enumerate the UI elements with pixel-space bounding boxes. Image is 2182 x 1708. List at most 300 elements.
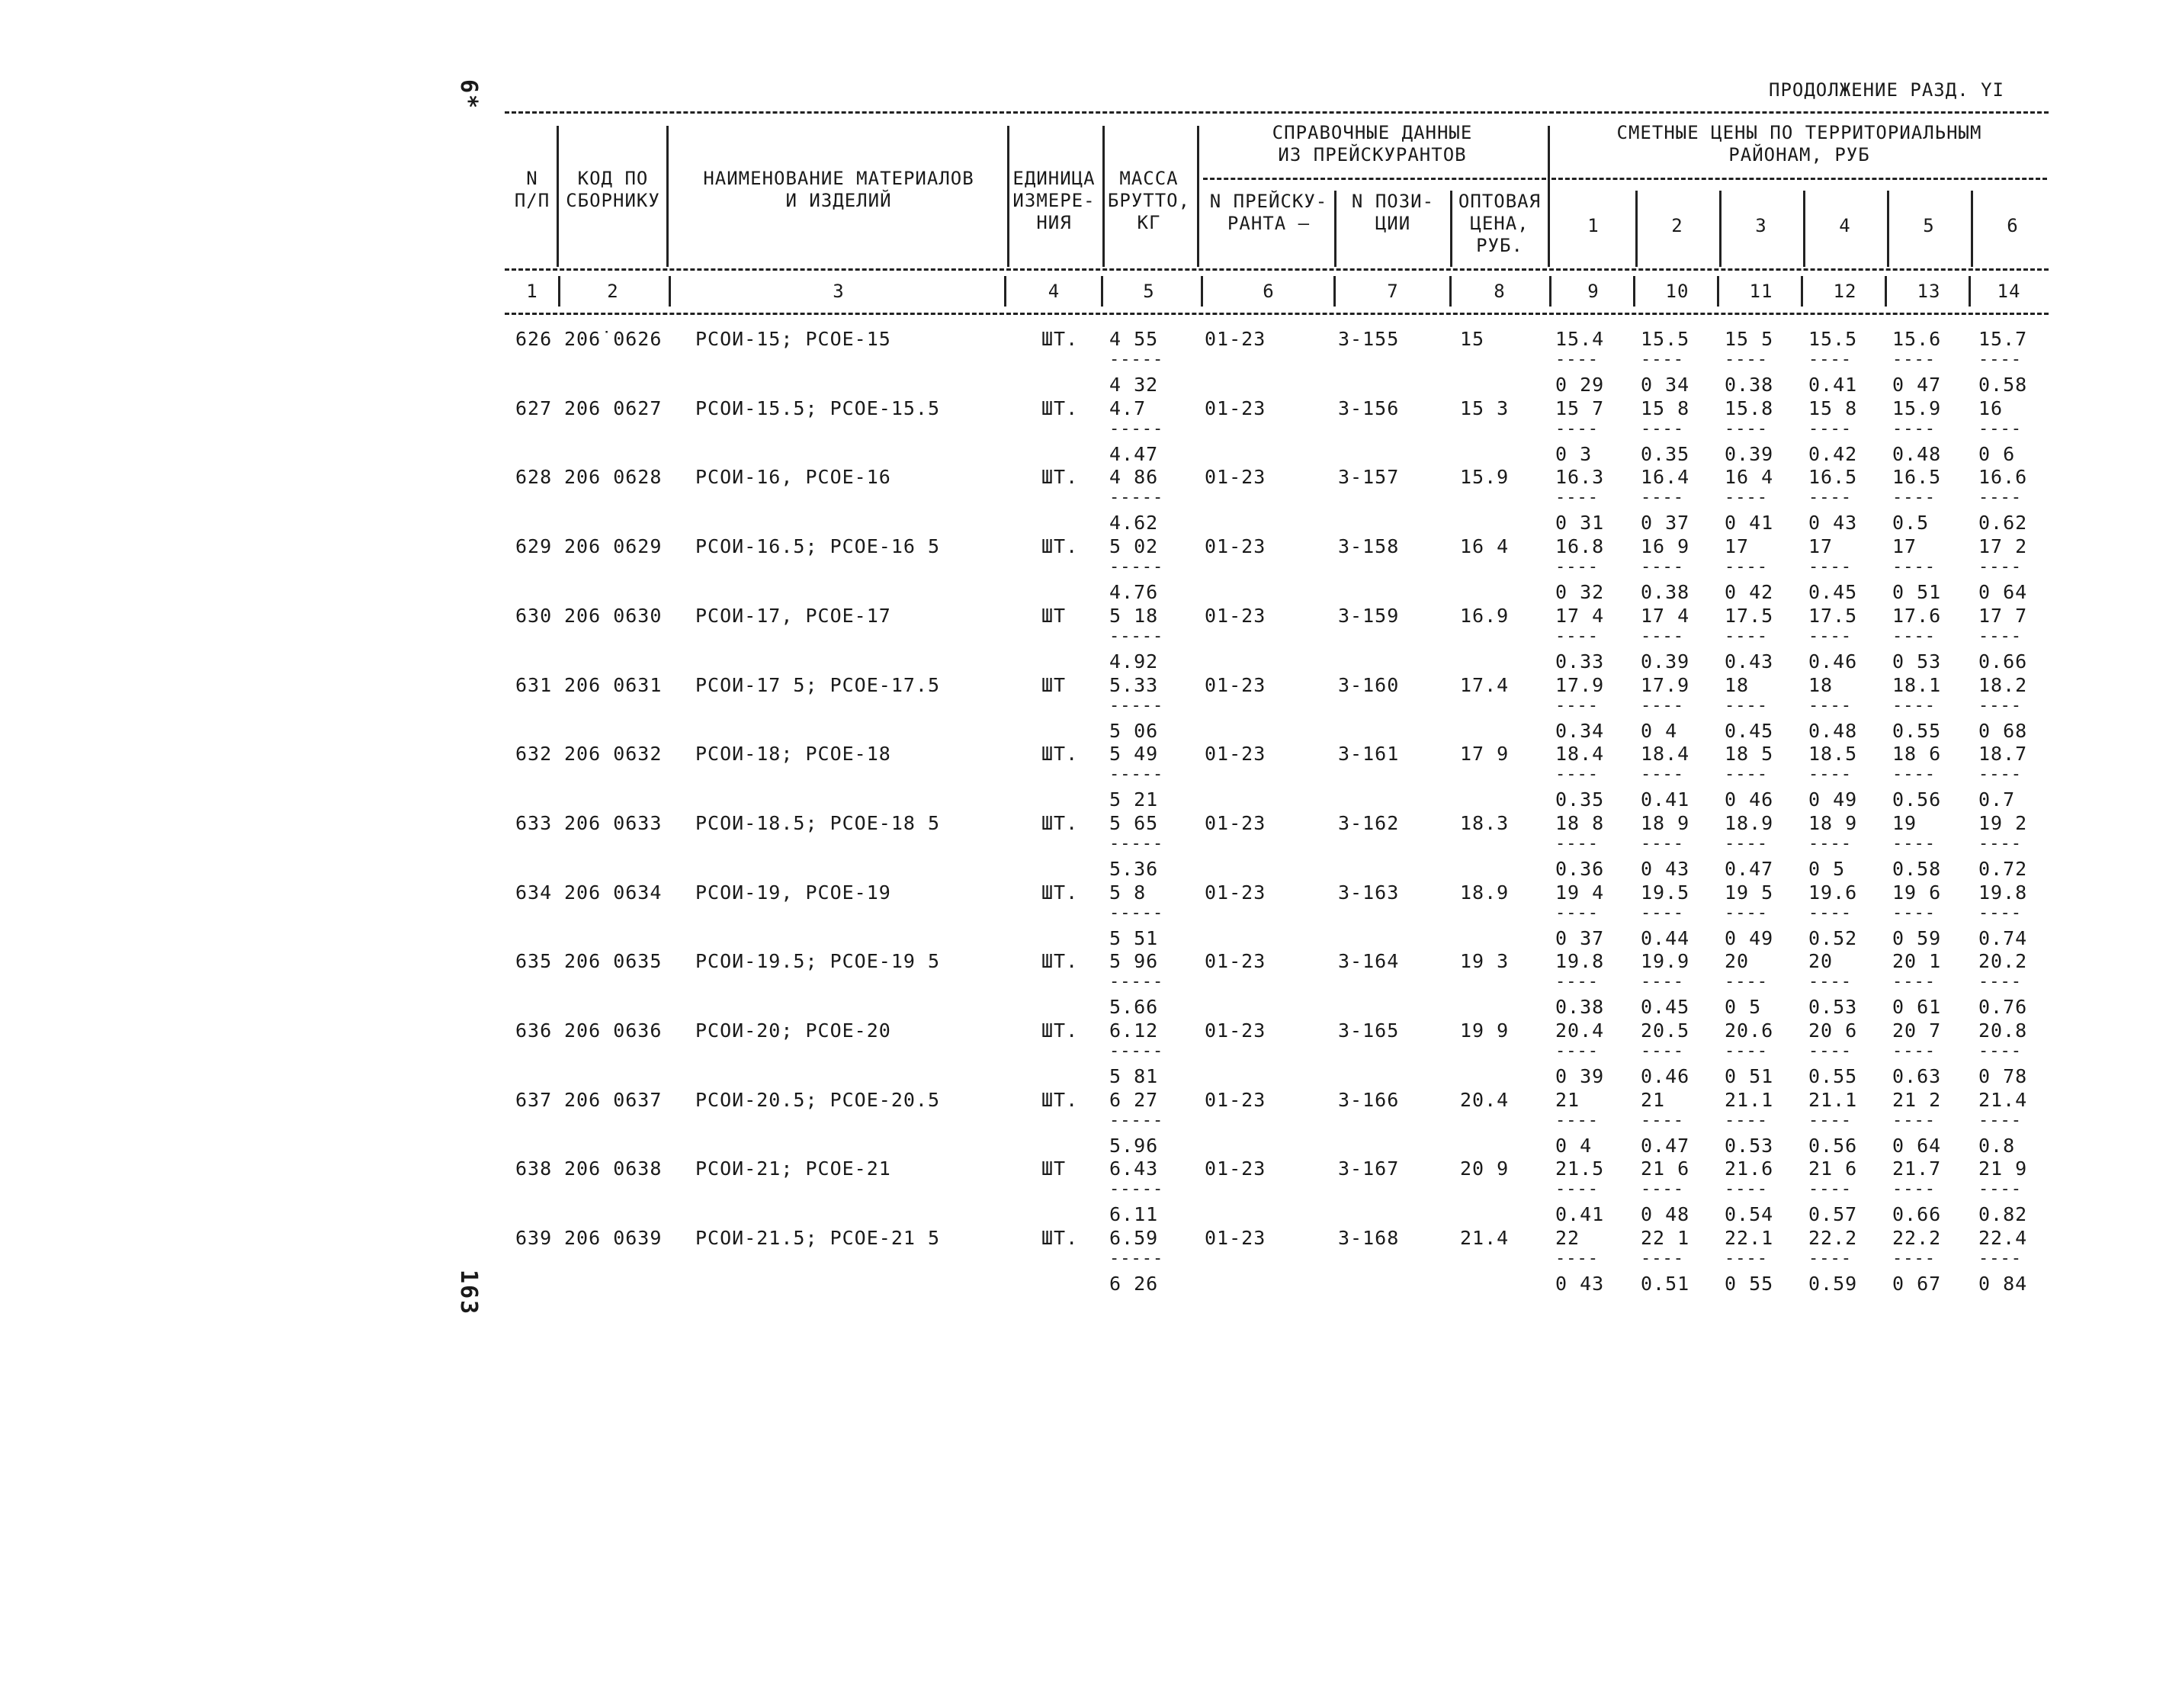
row-pricelist: 01-23 <box>1205 328 1266 350</box>
price-region-1: 15 7 <box>1555 397 1605 419</box>
row-code: 206 0632 <box>564 743 663 765</box>
row-unit: ШТ <box>1041 674 1067 696</box>
fraction-line: ---- <box>1808 488 1852 507</box>
fraction-line: ---- <box>1892 627 1936 646</box>
row-pricelist: 01-23 <box>1205 812 1266 834</box>
header-col-2: КОД ПО СБОРНИКУ <box>566 168 660 211</box>
supplement-region-2: 0 43 <box>1641 858 1690 880</box>
row-name: РСОИ-16, РСОЕ-16 <box>695 466 891 488</box>
supplement-region-3: 0 5 <box>1725 996 1762 1018</box>
fraction-line: ----- <box>1109 627 1164 646</box>
supplement-region-3: 0.53 <box>1725 1135 1774 1157</box>
supplement-region-6: 0.82 <box>1978 1203 2028 1225</box>
row-number: 628 <box>515 466 553 488</box>
row-position: 3-156 <box>1338 397 1400 419</box>
fraction-line: ---- <box>1725 557 1768 576</box>
fraction-line: ---- <box>1555 488 1599 507</box>
continuation-title: ПРОДОЛЖЕНИЕ РАЗД. YI <box>1769 79 2004 101</box>
supplement-region-4: 0 5 <box>1808 858 1846 880</box>
price-region-5: 22.2 <box>1892 1227 1942 1249</box>
supplement-region-1: 0.35 <box>1555 788 1605 811</box>
fraction-line: ---- <box>1641 834 1684 853</box>
row-wholesale-price: 15.9 <box>1460 466 1510 488</box>
price-region-4: 20 6 <box>1808 1019 1858 1042</box>
fraction-line: ---- <box>1555 1249 1599 1268</box>
row-pricelist: 01-23 <box>1205 1227 1266 1249</box>
row-number: 634 <box>515 881 553 904</box>
price-region-6: 20.2 <box>1978 950 2028 972</box>
price-region-1: 17.9 <box>1555 674 1605 696</box>
supplement-region-6: 0.76 <box>1978 996 2028 1018</box>
supplement-region-4: 0.48 <box>1808 720 1858 742</box>
row-mass: 5.33 <box>1109 674 1159 696</box>
supplement-region-1: 0 4 <box>1555 1135 1593 1157</box>
fraction-line: ---- <box>1808 765 1852 784</box>
fraction-line: ----- <box>1109 1111 1164 1130</box>
supplement-region-1: 0.41 <box>1555 1203 1605 1225</box>
price-region-3: 15 5 <box>1725 328 1774 350</box>
supplement-region-4: 0.42 <box>1808 443 1858 465</box>
fraction-line: ---- <box>1892 488 1936 507</box>
supplement-region-2: 0.38 <box>1641 581 1690 603</box>
fraction-line: ---- <box>1892 904 1936 923</box>
fraction-line: ----- <box>1109 696 1164 715</box>
supplement-region-6: 0.8 <box>1978 1135 2016 1157</box>
price-region-2: 16 9 <box>1641 535 1690 557</box>
supplement-region-5: 0 59 <box>1892 927 1942 949</box>
supplement-region-4: 0 49 <box>1808 788 1858 811</box>
price-region-4: 19.6 <box>1808 881 1858 904</box>
column-number-1: 1 <box>526 281 538 302</box>
supplement-region-4: 0.53 <box>1808 996 1858 1018</box>
fraction-line: ----- <box>1109 834 1164 853</box>
supplement-region-6: 0 6 <box>1978 443 2016 465</box>
fraction-line: ---- <box>1725 1042 1768 1061</box>
fraction-line: ---- <box>1555 972 1599 991</box>
price-region-3: 18 5 <box>1725 743 1774 765</box>
fraction-line: ----- <box>1109 904 1164 923</box>
header-col-6: N ПРЕЙСКУ- РАНТА — <box>1209 191 1328 234</box>
fraction-line: ---- <box>1808 627 1852 646</box>
fraction-line: ---- <box>1641 627 1684 646</box>
fraction-line: ----- <box>1109 1042 1164 1061</box>
price-region-2: 21 6 <box>1641 1157 1690 1180</box>
price-region-3: 16 4 <box>1725 466 1774 488</box>
price-region-6: 16 <box>1978 397 2004 419</box>
fraction-line: ---- <box>1808 419 1852 438</box>
header-region-4: 4 <box>1839 215 1851 236</box>
header-region-2: 2 <box>1671 215 1683 236</box>
row-position: 3-155 <box>1338 328 1400 350</box>
price-region-6: 22.4 <box>1978 1227 2028 1249</box>
supplement-region-4: 0.57 <box>1808 1203 1858 1225</box>
price-region-5: 15.9 <box>1892 397 1942 419</box>
price-region-3: 18 <box>1725 674 1750 696</box>
supplement-region-3: 0 51 <box>1725 1065 1774 1087</box>
fraction-line: ---- <box>1641 904 1684 923</box>
fraction-line: ---- <box>1641 1180 1684 1199</box>
row-wholesale-price: 20.4 <box>1460 1089 1510 1111</box>
supplement-region-3: 0 46 <box>1725 788 1774 811</box>
supplement-region-1: 0 32 <box>1555 581 1605 603</box>
supplement-region-1: 0 31 <box>1555 512 1605 534</box>
row-number: 636 <box>515 1019 553 1042</box>
row-name: РСОИ-17 5; РСОЕ-17.5 <box>695 674 941 696</box>
row-code: 206 0627 <box>564 397 663 419</box>
row-name: РСОИ-15.5; РСОЕ-15.5 <box>695 397 941 419</box>
row-position: 3-166 <box>1338 1089 1400 1111</box>
fraction-line: ---- <box>1978 419 2022 438</box>
row-wholesale-price: 19 9 <box>1460 1019 1510 1042</box>
row-number: 639 <box>515 1227 553 1249</box>
supplement-region-1: 0 37 <box>1555 927 1605 949</box>
row-mass-lower: 4.47 <box>1109 443 1159 465</box>
supplement-region-2: 0.35 <box>1641 443 1690 465</box>
row-mass-lower: 5 51 <box>1109 927 1159 949</box>
supplement-region-1: 0.38 <box>1555 996 1605 1018</box>
price-region-1: 18 8 <box>1555 812 1605 834</box>
row-mass-lower: 4.62 <box>1109 512 1159 534</box>
price-region-5: 18.1 <box>1892 674 1942 696</box>
supplement-region-5: 0.55 <box>1892 720 1942 742</box>
page-number: 163 <box>455 1270 482 1316</box>
supplement-region-6: 0.58 <box>1978 374 2028 396</box>
fraction-line: ---- <box>1641 972 1684 991</box>
price-region-2: 15.5 <box>1641 328 1690 350</box>
supplement-region-3: 0.45 <box>1725 720 1774 742</box>
row-number: 632 <box>515 743 553 765</box>
price-region-4: 15.5 <box>1808 328 1858 350</box>
row-code: 206 0639 <box>564 1227 663 1249</box>
row-position: 3-163 <box>1338 881 1400 904</box>
supplement-region-6: 0.7 <box>1978 788 2016 811</box>
fraction-line: ---- <box>1892 1111 1936 1130</box>
supplement-region-2: 0.46 <box>1641 1065 1690 1087</box>
row-mass: 6.59 <box>1109 1227 1159 1249</box>
row-unit: ШТ. <box>1041 397 1079 419</box>
fraction-line: ---- <box>1641 696 1684 715</box>
fraction-line: ---- <box>1808 1042 1852 1061</box>
row-pricelist: 01-23 <box>1205 950 1266 972</box>
price-region-3: 19 5 <box>1725 881 1774 904</box>
row-code: 206 0636 <box>564 1019 663 1042</box>
row-name: РСОИ-21.5; РСОЕ-21 5 <box>695 1227 941 1249</box>
supplement-region-6: 0 84 <box>1978 1273 2028 1295</box>
supplement-region-3: 0.39 <box>1725 443 1774 465</box>
price-region-5: 15.6 <box>1892 328 1942 350</box>
row-wholesale-price: 18.9 <box>1460 881 1510 904</box>
row-pricelist: 01-23 <box>1205 397 1266 419</box>
supplement-region-6: 0.62 <box>1978 512 2028 534</box>
fraction-line: ----- <box>1109 419 1164 438</box>
supplement-region-1: 0 39 <box>1555 1065 1605 1087</box>
supplement-region-3: 0.38 <box>1725 374 1774 396</box>
supplement-region-3: 0.54 <box>1725 1203 1774 1225</box>
column-number-5: 5 <box>1143 281 1155 302</box>
row-unit: ШТ <box>1041 605 1067 627</box>
supplement-region-4: 0.52 <box>1808 927 1858 949</box>
price-region-3: 20.6 <box>1725 1019 1774 1042</box>
price-region-5: 19 6 <box>1892 881 1942 904</box>
price-region-2: 20.5 <box>1641 1019 1690 1042</box>
supplement-region-4: 0.45 <box>1808 581 1858 603</box>
price-region-6: 20.8 <box>1978 1019 2028 1042</box>
price-region-6: 18.2 <box>1978 674 2028 696</box>
price-region-1: 21.5 <box>1555 1157 1605 1180</box>
row-position: 3-161 <box>1338 743 1400 765</box>
fraction-line: ---- <box>1892 972 1936 991</box>
supplement-region-6: 0.72 <box>1978 858 2028 880</box>
supplement-region-1: 0 3 <box>1555 443 1593 465</box>
price-region-3: 20 <box>1725 950 1750 972</box>
price-region-4: 18 <box>1808 674 1834 696</box>
row-wholesale-price: 16 4 <box>1460 535 1510 557</box>
supplement-region-1: 0 29 <box>1555 374 1605 396</box>
supplement-region-5: 0 67 <box>1892 1273 1942 1295</box>
price-region-1: 16.8 <box>1555 535 1605 557</box>
column-number-4: 4 <box>1048 281 1061 302</box>
row-wholesale-price: 17.4 <box>1460 674 1510 696</box>
fraction-line: ---- <box>1808 904 1852 923</box>
row-number: 629 <box>515 535 553 557</box>
price-region-4: 15 8 <box>1808 397 1858 419</box>
row-mass: 4.7 <box>1109 397 1147 419</box>
fraction-line: ---- <box>1978 765 2022 784</box>
price-region-4: 21 6 <box>1808 1157 1858 1180</box>
row-position: 3-168 <box>1338 1227 1400 1249</box>
price-region-5: 17.6 <box>1892 605 1942 627</box>
fraction-line: ---- <box>1808 1180 1852 1199</box>
row-mass: 5 18 <box>1109 605 1159 627</box>
price-region-2: 15 8 <box>1641 397 1690 419</box>
price-region-3: 21.1 <box>1725 1089 1774 1111</box>
fraction-line: ----- <box>1109 557 1164 576</box>
supplement-region-1: 0.33 <box>1555 650 1605 673</box>
fraction-line: ---- <box>1555 1042 1599 1061</box>
fraction-line: ---- <box>1725 834 1768 853</box>
supplement-region-2: 0 34 <box>1641 374 1690 396</box>
row-name: РСОИ-17, РСОЕ-17 <box>695 605 891 627</box>
fraction-line: ---- <box>1978 627 2022 646</box>
price-region-1: 18.4 <box>1555 743 1605 765</box>
price-region-6: 18.7 <box>1978 743 2028 765</box>
fraction-line: ---- <box>1978 1180 2022 1199</box>
supplement-region-5: 0.56 <box>1892 788 1942 811</box>
row-mass: 4 55 <box>1109 328 1159 350</box>
fraction-line: ---- <box>1978 972 2022 991</box>
column-number-14: 14 <box>1997 281 2021 302</box>
fraction-line: ---- <box>1725 488 1768 507</box>
supplement-region-3: 0 41 <box>1725 512 1774 534</box>
fraction-line: ---- <box>1892 557 1936 576</box>
supplement-region-5: 0.5 <box>1892 512 1930 534</box>
row-code: 206 0634 <box>564 881 663 904</box>
column-number-2: 2 <box>607 281 619 302</box>
fraction-line: ---- <box>1641 1042 1684 1061</box>
supplement-region-4: 0 43 <box>1808 512 1858 534</box>
supplement-region-4: 0.56 <box>1808 1135 1858 1157</box>
price-region-4: 18 9 <box>1808 812 1858 834</box>
supplement-region-4: 0.55 <box>1808 1065 1858 1087</box>
row-mass-lower: 5 21 <box>1109 788 1159 811</box>
price-region-6: 19.8 <box>1978 881 2028 904</box>
price-region-4: 17 <box>1808 535 1834 557</box>
supplement-region-1: 0 43 <box>1555 1273 1605 1295</box>
supplement-region-3: 0 42 <box>1725 581 1774 603</box>
row-unit: ШТ. <box>1041 535 1079 557</box>
fraction-line: ---- <box>1725 627 1768 646</box>
row-position: 3-158 <box>1338 535 1400 557</box>
fraction-line: ----- <box>1109 972 1164 991</box>
supplement-region-2: 0.41 <box>1641 788 1690 811</box>
fraction-line: ---- <box>1641 765 1684 784</box>
fraction-line: ---- <box>1725 765 1768 784</box>
fraction-line: ---- <box>1892 834 1936 853</box>
price-region-2: 18 9 <box>1641 812 1690 834</box>
row-position: 3-157 <box>1338 466 1400 488</box>
fraction-line: ---- <box>1808 696 1852 715</box>
row-code: 206 0635 <box>564 950 663 972</box>
supplement-region-5: 0 53 <box>1892 650 1942 673</box>
row-unit: ШТ. <box>1041 743 1079 765</box>
price-region-1: 15.4 <box>1555 328 1605 350</box>
supplement-region-1: 0.36 <box>1555 858 1605 880</box>
header-region-6: 6 <box>2007 215 2019 236</box>
fraction-line: ---- <box>1808 350 1852 369</box>
column-number-9: 9 <box>1587 281 1600 302</box>
fraction-line: ----- <box>1109 1180 1164 1199</box>
fraction-line: ---- <box>1641 1249 1684 1268</box>
header-region-3: 3 <box>1755 215 1767 236</box>
column-number-11: 11 <box>1749 281 1773 302</box>
row-name: РСОИ-20.5; РСОЕ-20.5 <box>695 1089 941 1111</box>
price-region-1: 21 <box>1555 1089 1580 1111</box>
row-code: 206 0631 <box>564 674 663 696</box>
row-unit: ШТ. <box>1041 1227 1079 1249</box>
fraction-line: ---- <box>1978 488 2022 507</box>
price-region-6: 19 2 <box>1978 812 2028 834</box>
row-unit: ШТ. <box>1041 1019 1079 1042</box>
fraction-line: ---- <box>1725 696 1768 715</box>
header-region-5: 5 <box>1923 215 1935 236</box>
fraction-line: ---- <box>1641 557 1684 576</box>
row-number: 638 <box>515 1157 553 1180</box>
column-number-10: 10 <box>1665 281 1689 302</box>
price-region-5: 21 2 <box>1892 1089 1942 1111</box>
price-region-2: 18.4 <box>1641 743 1690 765</box>
row-number: 637 <box>515 1089 553 1111</box>
fraction-line: ---- <box>1555 627 1599 646</box>
fraction-line: ---- <box>1892 1042 1936 1061</box>
fraction-line: ----- <box>1109 765 1164 784</box>
fraction-line: ---- <box>1555 904 1599 923</box>
row-number: 633 <box>515 812 553 834</box>
row-mass-lower: 4.76 <box>1109 581 1159 603</box>
price-region-2: 16.4 <box>1641 466 1690 488</box>
column-number-3: 3 <box>833 281 845 302</box>
row-mass-lower: 5.66 <box>1109 996 1159 1018</box>
row-unit: ШТ. <box>1041 328 1079 350</box>
fraction-line: ---- <box>1555 696 1599 715</box>
row-pricelist: 01-23 <box>1205 1019 1266 1042</box>
header-col-8: ОПТОВАЯ ЦЕНА, РУБ. <box>1458 191 1542 256</box>
fraction-line: ---- <box>1892 765 1936 784</box>
column-number-7: 7 <box>1387 281 1399 302</box>
price-region-5: 21.7 <box>1892 1157 1942 1180</box>
price-region-4: 20 <box>1808 950 1834 972</box>
price-region-2: 19.9 <box>1641 950 1690 972</box>
fraction-line: ---- <box>1725 972 1768 991</box>
row-code: 206 0628 <box>564 466 663 488</box>
price-region-4: 16.5 <box>1808 466 1858 488</box>
supplement-region-5: 0 61 <box>1892 996 1942 1018</box>
row-mass-lower: 4 32 <box>1109 374 1159 396</box>
fraction-line: ---- <box>1725 1180 1768 1199</box>
row-mass: 4 86 <box>1109 466 1159 488</box>
row-pricelist: 01-23 <box>1205 743 1266 765</box>
row-name: РСОИ-19, РСОЕ-19 <box>695 881 891 904</box>
supplement-region-5: 0.58 <box>1892 858 1942 880</box>
row-mass-lower: 6 26 <box>1109 1273 1159 1295</box>
price-region-1: 17 4 <box>1555 605 1605 627</box>
row-pricelist: 01-23 <box>1205 674 1266 696</box>
supplement-region-5: 0.48 <box>1892 443 1942 465</box>
row-mass: 5 65 <box>1109 812 1159 834</box>
price-region-6: 16.6 <box>1978 466 2028 488</box>
row-mass-lower: 4.92 <box>1109 650 1159 673</box>
row-wholesale-price: 15 3 <box>1460 397 1510 419</box>
price-region-6: 21.4 <box>1978 1089 2028 1111</box>
row-mass-lower: 5.36 <box>1109 858 1159 880</box>
row-wholesale-price: 15 <box>1460 328 1485 350</box>
supplement-region-5: 0.63 <box>1892 1065 1942 1087</box>
fraction-line: ---- <box>1978 834 2022 853</box>
supplement-region-3: 0 55 <box>1725 1273 1774 1295</box>
price-region-6: 21 9 <box>1978 1157 2028 1180</box>
supplement-region-5: 0 47 <box>1892 374 1942 396</box>
price-region-3: 21.6 <box>1725 1157 1774 1180</box>
price-region-1: 19 4 <box>1555 881 1605 904</box>
price-region-1: 19.8 <box>1555 950 1605 972</box>
price-region-1: 22 <box>1555 1227 1580 1249</box>
supplement-region-2: 0.47 <box>1641 1135 1690 1157</box>
price-region-6: 15.7 <box>1978 328 2028 350</box>
row-mass-lower: 6.11 <box>1109 1203 1159 1225</box>
column-number-13: 13 <box>1917 281 1941 302</box>
fraction-line: ---- <box>1555 419 1599 438</box>
fraction-line: ---- <box>1555 765 1599 784</box>
row-name: РСОИ-21; РСОЕ-21 <box>695 1157 891 1180</box>
row-name: РСОИ-20; РСОЕ-20 <box>695 1019 891 1042</box>
price-region-4: 18.5 <box>1808 743 1858 765</box>
fraction-line: ---- <box>1978 1042 2022 1061</box>
row-wholesale-price: 16.9 <box>1460 605 1510 627</box>
header-col-5: МАССА БРУТТО, КГ <box>1107 168 1191 233</box>
fraction-line: ---- <box>1725 350 1768 369</box>
row-number: 635 <box>515 950 553 972</box>
supplement-region-3: 0 49 <box>1725 927 1774 949</box>
fraction-line: ---- <box>1555 1180 1599 1199</box>
price-region-3: 15.8 <box>1725 397 1774 419</box>
row-wholesale-price: 18.3 <box>1460 812 1510 834</box>
column-number-6: 6 <box>1263 281 1275 302</box>
row-name: РСОИ-18.5; РСОЕ-18 5 <box>695 812 941 834</box>
row-position: 3-167 <box>1338 1157 1400 1180</box>
row-wholesale-price: 20 9 <box>1460 1157 1510 1180</box>
fraction-line: ---- <box>1978 557 2022 576</box>
row-position: 3-165 <box>1338 1019 1400 1042</box>
fraction-line: ---- <box>1555 1111 1599 1130</box>
